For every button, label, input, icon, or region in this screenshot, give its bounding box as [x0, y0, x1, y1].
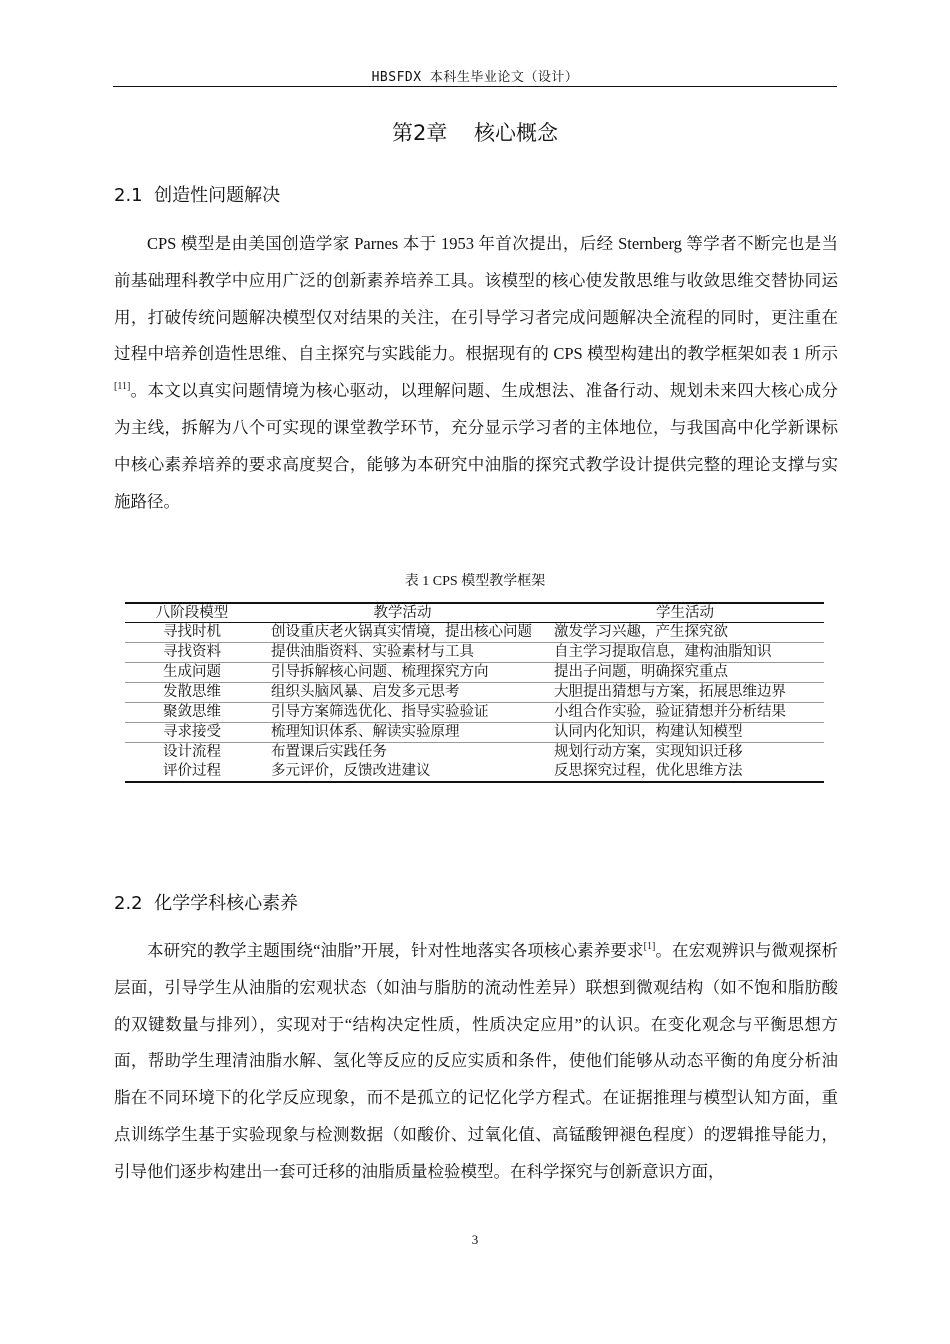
chapter-title: 第2章 核心概念 [391, 121, 559, 145]
section-title-2-1: 2.1 创造性问题解决 [114, 185, 281, 206]
table-cell: 提供油脂资料、实验素材与工具 [259, 643, 546, 663]
paragraph-text: 。本文以真实问题情境为核心驱动，以理解问题、生成想法、准备行动、规划未来四大核心成分为主线，拆解为八个可实现的课堂教学环节，充分显示学习者的主体地位，与我国高中化学新课标中核心素养培养的要求高度契合，能够为本研究中油脂的探究式教学设计提供完整的理论支撑与实施路径。 [114, 381, 838, 511]
table-row [125, 743, 824, 763]
table-cell: 生成问题 [125, 663, 259, 683]
table-cell: 激发学习兴趣，产生探究欲 [546, 623, 824, 643]
table-cell: 聚敛思维 [125, 703, 259, 723]
cps-framework-table [125, 602, 824, 783]
table-cell: 寻找资料 [125, 643, 259, 663]
table-cell: 组织头脑风暴、启发多元思考 [259, 683, 546, 703]
paragraph-text: 。在宏观辨识与微观探析层面，引导学生从油脂的宏观状态（如油与脂肪的流动性差异）联想到微观结构（如不饱和脂肪酸的双键数量与排列），实现对于“结构决定性质，性质决定应用”的认识。在变化观念与平衡思想方面，帮助学生理清油脂水解、氢化等反应的反应实质和条件，使他们能够从动态平衡的角度分析油脂在不同环境下的化学反应现象，而不是孤立的记忆化学方程式。在证据推理与模型认知方面，重点训练学生基于实验现象与检测数据（如酸价、过氧化值、高锰酸钾褪色程度）的逻辑推导能力，引导他们逐步构建出一套可迁移的油脂质量检验模型。在科学探究与创新意识方面， [114, 941, 839, 1181]
table-row [125, 623, 824, 643]
section-title-2-2: 2.2 化学学科核心素养 [114, 893, 299, 914]
table-cell: 评价过程 [125, 762, 259, 782]
table-cell: 梳理知识体系、解读实验原理 [259, 723, 546, 743]
table-cell: 多元评价，反馈改进建议 [259, 762, 546, 782]
table-header-row [125, 603, 824, 623]
table-cell: 引导方案筛选优化、指导实验验证 [259, 703, 546, 723]
table-cell: 发散思维 [125, 683, 259, 703]
page-number: 3 [471, 1232, 479, 1247]
table-row [125, 683, 824, 703]
table-cell: 提出子问题，明确探究重点 [546, 663, 824, 683]
table-cell: 自主学习提取信息，建构油脂知识 [546, 643, 824, 663]
table-cell: 引导拆解核心问题、梳理探究方向 [259, 663, 546, 683]
table-row [125, 663, 824, 683]
column-header: 教学活动 [259, 603, 546, 623]
table-cell: 寻找时机 [125, 623, 259, 643]
table-cell: 规划行动方案，实现知识迁移 [554, 744, 743, 760]
table-cell: 认同内化知识，构建认知模型 [546, 723, 824, 743]
citation-mark: [11] [114, 381, 131, 393]
table-row [125, 643, 824, 663]
column-header: 八阶段模型 [125, 603, 259, 623]
table-cell: 反思探究过程，优化思维方法 [546, 762, 824, 782]
table-cell: 小组合作实验，验证猜想并分析结果 [546, 703, 824, 723]
table-cell: 寻求接受 [125, 723, 259, 743]
column-header: 学生活动 [546, 603, 824, 623]
paragraph-text: 本研究的教学主题围绕“油脂”开展，针对性地落实各项核心素养要求 [147, 941, 644, 960]
table-cell: 创设重庆老火锅真实情境，提出核心问题 [259, 623, 546, 643]
table-row [125, 723, 824, 743]
table-row [125, 703, 824, 723]
header-rule [113, 86, 837, 87]
paragraph-core-literacy [114, 933, 838, 1191]
table-cell: 布置课后实践任务 [271, 744, 387, 760]
citation-mark: [1] [643, 941, 656, 952]
paragraph-text: CPS 模型是由美国创造学家 Parnes 本于 1953 年首次提出，后经 Sternberg 等学者不断完也是当前基础理科教学中应用广泛的创新素养培养工具。该模型的核心使发散思维与收敛思维交替协同运用，打破传统问题解决模型仅对结果的关注，在引导学习者完成问题解决全流程的同时，更注重在过程中培养创造性思维、自主探究与实践能力。根据现有的 CPS 模型构建出的教学框架如表 1 所示 [114, 234, 838, 364]
running-header: HBSFDX 本科生毕业论文（设计） [371, 70, 579, 85]
table-cell: 大胆提出猜想与方案，拓展思维边界 [546, 683, 824, 703]
table-caption: 表 1 CPS 模型教学框架 [404, 574, 546, 589]
paragraph-cps-model [114, 226, 838, 520]
table-cell: 设计流程 [163, 744, 221, 760]
table-row [125, 762, 824, 782]
